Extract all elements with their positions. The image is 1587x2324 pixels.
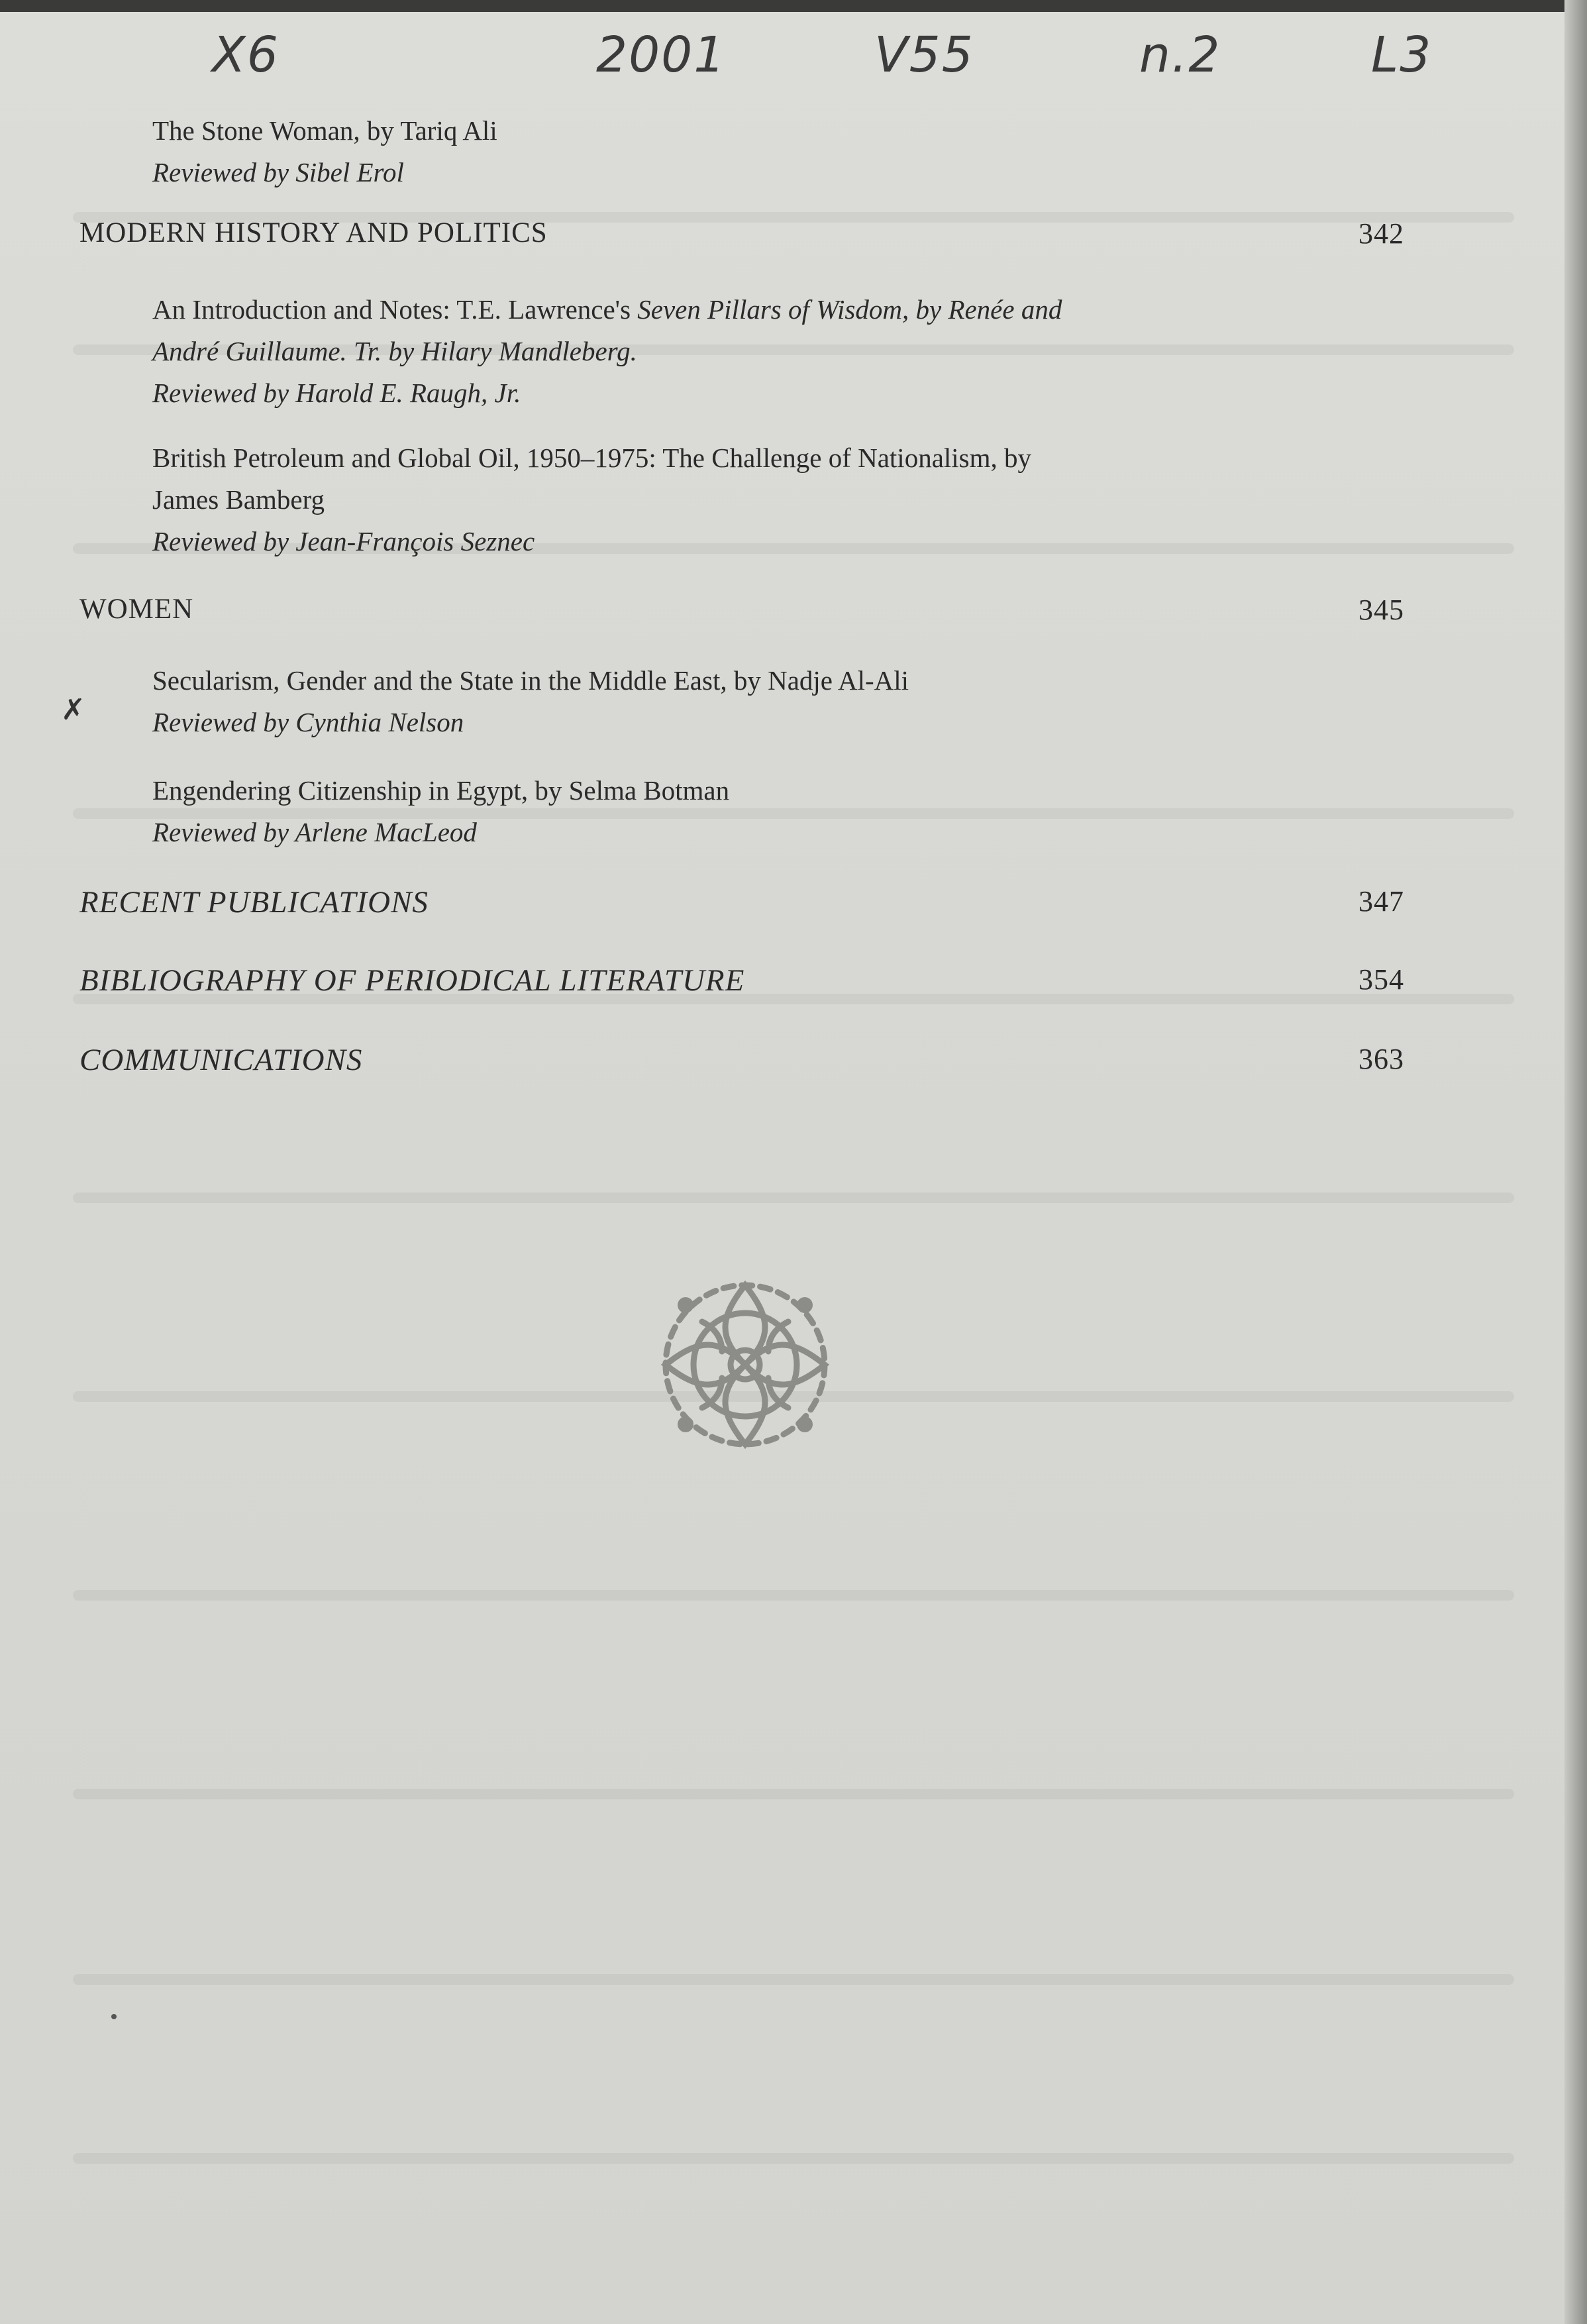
page-number: 342 xyxy=(1358,217,1404,250)
handwritten-note-2: 2001 xyxy=(596,26,727,83)
bleed-through xyxy=(73,1590,1514,1601)
scan-right-edge xyxy=(1564,0,1587,2324)
handwritten-note-3: V55 xyxy=(874,26,974,83)
review-entry xyxy=(152,437,1331,562)
entry-title-line-2: James Bamberg xyxy=(152,484,325,515)
page-number: 354 xyxy=(1358,963,1404,996)
entry-title-line: British Petroleum and Global Oil, 1950–1975: The Challenge of Nationalism, by xyxy=(152,443,1032,473)
bleed-through xyxy=(73,1974,1514,1985)
handwritten-note-1: X6 xyxy=(212,26,280,83)
section-heading-recent-publications xyxy=(79,884,1404,920)
section-heading-bibliography xyxy=(79,963,1404,998)
entry-title-italic: Seven Pillars of Wisdom, by Renée and xyxy=(637,294,1062,325)
page-number: 347 xyxy=(1358,885,1404,918)
page-number: 363 xyxy=(1358,1043,1404,1075)
entry-reviewer: Reviewed by Harold E. Raugh, Jr. xyxy=(152,378,521,408)
section-title: MODERN HISTORY AND POLITICS xyxy=(79,217,548,248)
section-heading-communications xyxy=(79,1042,1404,1078)
entry-title-line-2: André Guillaume. Tr. by Hilary Mandleberg. xyxy=(152,336,637,366)
section-title: BIBLIOGRAPHY OF PERIODICAL LITERATURE xyxy=(79,963,745,998)
review-entry xyxy=(152,770,1331,853)
section-title: WOMEN xyxy=(79,594,194,625)
review-entry xyxy=(152,660,1331,743)
bleed-through xyxy=(73,1192,1514,1203)
section-title: COMMUNICATIONS xyxy=(79,1043,363,1077)
section-heading-women xyxy=(79,593,1404,625)
review-entry xyxy=(152,289,1331,414)
section-heading-modern-history xyxy=(79,217,1404,249)
entry-title-line xyxy=(152,289,1331,331)
decorative-ornament-icon xyxy=(639,1259,851,1471)
stray-mark xyxy=(111,2014,117,2019)
entry-title: Engendering Citizenship in Egypt, by Selma Botman xyxy=(152,775,730,806)
bleed-through xyxy=(73,1789,1514,1799)
section-title: RECENT PUBLICATIONS xyxy=(79,885,429,920)
bleed-through xyxy=(73,2153,1514,2164)
entry-title-part: An Introduction and Notes: T.E. Lawrence's xyxy=(152,294,638,325)
entry-reviewer: Reviewed by Cynthia Nelson xyxy=(152,707,464,737)
handwritten-note-4: n.2 xyxy=(1139,26,1221,83)
entry-title: The Stone Woman, by Tariq Ali xyxy=(152,115,497,146)
entry-title: Secularism, Gender and the State in the Middle East, by Nadje Al-Ali xyxy=(152,665,909,696)
handwritten-note-5: L3 xyxy=(1371,26,1433,83)
entry-reviewer: Reviewed by Jean-François Seznec xyxy=(152,526,535,556)
review-entry xyxy=(152,110,1331,193)
page-number: 345 xyxy=(1358,594,1404,626)
scan-top-edge xyxy=(0,0,1587,12)
entry-reviewer: Reviewed by Arlene MacLeod xyxy=(152,817,477,847)
pencil-tick-mark: ✗ xyxy=(61,694,85,726)
entry-reviewer: Reviewed by Sibel Erol xyxy=(152,157,404,187)
